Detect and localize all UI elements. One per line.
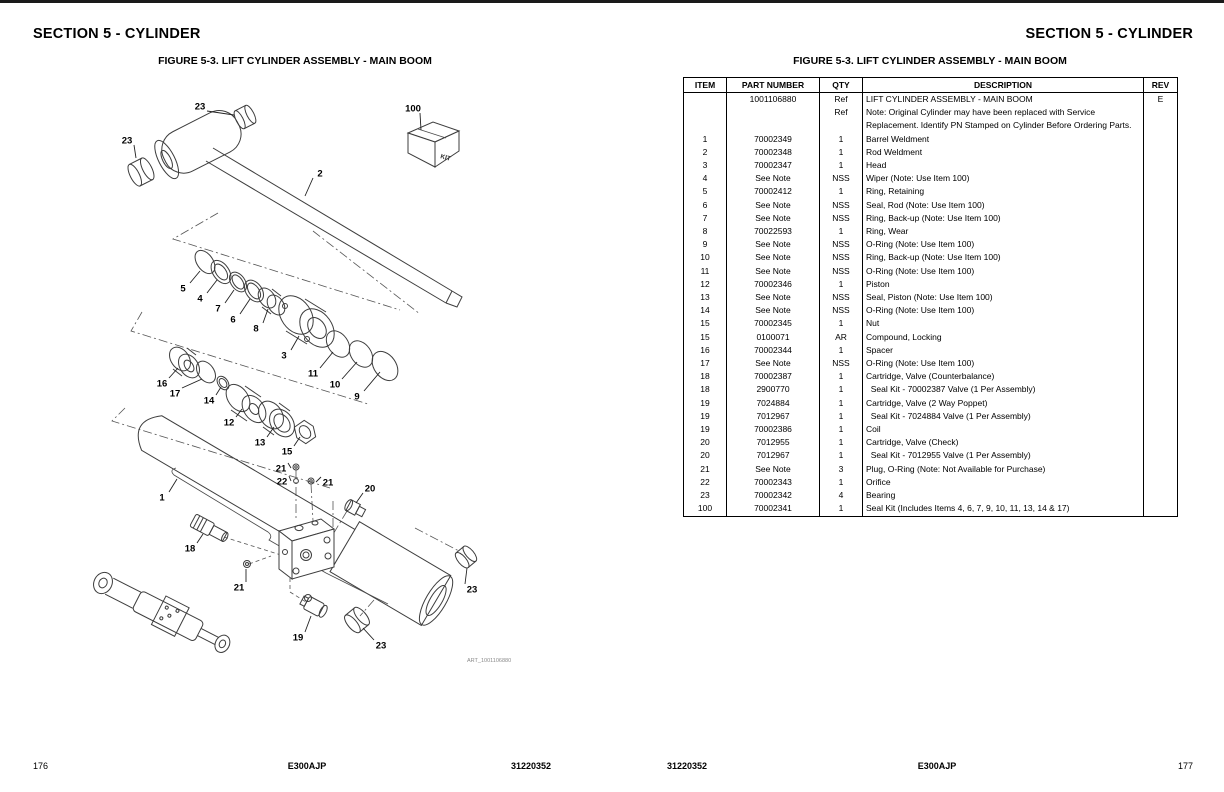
cell-desc: O-Ring (Note: Use Item 100) <box>863 304 1144 317</box>
section-header-right: SECTION 5 - CYLINDER <box>1025 26 1193 42</box>
callout-number: 6 <box>230 314 236 326</box>
callout-number: 11 <box>307 368 319 380</box>
cell-qty: 1 <box>820 370 863 383</box>
cell-item: 11 <box>684 265 727 278</box>
cell-desc: Seal Kit (Includes Items 4, 6, 7, 9, 10, 11, 13, 14 & 17) <box>863 502 1144 516</box>
callout-number: 21 <box>275 463 287 475</box>
table-row <box>684 383 1178 396</box>
cell-rev <box>1144 146 1178 159</box>
cell-rev <box>1144 133 1178 146</box>
cell-qty: 1 <box>820 146 863 159</box>
footer-model-right: E300AJP <box>917 761 957 771</box>
cell-item: 19 <box>684 423 727 436</box>
cell-rev <box>1144 489 1178 502</box>
cell-part: See Note <box>727 238 820 251</box>
callout-leader <box>364 372 380 391</box>
cell-rev <box>1144 159 1178 172</box>
column-header: ITEM <box>684 78 727 93</box>
callout-leader <box>342 362 357 379</box>
fitting-18 <box>190 514 231 544</box>
cell-qty: NSS <box>820 238 863 251</box>
callout-number: 10 <box>329 379 341 391</box>
callout-number: 5 <box>180 283 186 295</box>
callout-leader <box>225 290 234 303</box>
table-row <box>684 489 1178 502</box>
cell-qty: Ref <box>820 93 863 107</box>
table-row <box>684 185 1178 198</box>
table-row <box>684 291 1178 304</box>
cell-qty: 1 <box>820 133 863 146</box>
column-header: PART NUMBER <box>727 78 820 93</box>
seal-kit-box <box>408 122 459 167</box>
callout-leader <box>291 336 299 350</box>
cell-desc: Coil <box>863 423 1144 436</box>
cell-qty: 1 <box>820 397 863 410</box>
cell-desc: Cartridge, Valve (2 Way Poppet) <box>863 397 1144 410</box>
cell-item: 15 <box>684 317 727 330</box>
cell-desc: O-Ring (Note: Use Item 100) <box>863 265 1144 278</box>
cell-rev <box>1144 265 1178 278</box>
rod-seal-stack <box>191 247 403 386</box>
callout-leader <box>288 463 291 468</box>
cell-qty: 1 <box>820 185 863 198</box>
table-row <box>684 502 1178 516</box>
callout-number: 12 <box>223 417 235 429</box>
cell-item: 1 <box>684 133 727 146</box>
cell-item: 5 <box>684 185 727 198</box>
callout-number: 16 <box>156 378 168 390</box>
cell-rev <box>1144 370 1178 383</box>
cell-part: 1001106880 <box>727 93 820 107</box>
table-row <box>684 463 1178 476</box>
cell-part: See Note <box>727 172 820 185</box>
cell-desc: Barrel Weldment <box>863 133 1144 146</box>
callout-leader <box>207 280 217 293</box>
cell-desc: Seal Kit - 70002387 Valve (1 Per Assembly) <box>863 383 1144 396</box>
table-row <box>684 410 1178 423</box>
cell-item <box>684 93 727 107</box>
callout-number: 23 <box>121 135 133 147</box>
cell-part: 70002349 <box>727 133 820 146</box>
cell-item: 10 <box>684 251 727 264</box>
cell-item: 18 <box>684 370 727 383</box>
cell-rev <box>1144 278 1178 291</box>
cell-rev <box>1144 476 1178 489</box>
cell-part: 7012955 <box>727 436 820 449</box>
cell-desc: Seal, Rod (Note: Use Item 100) <box>863 199 1144 212</box>
callout-number: 22 <box>276 476 288 488</box>
callout-number: 17 <box>169 388 181 400</box>
assembled-cylinder-view <box>88 564 236 661</box>
cell-part: See Note <box>727 199 820 212</box>
cell-rev <box>1144 238 1178 251</box>
parts-table-body <box>684 93 1178 517</box>
cell-desc: Orifice <box>863 476 1144 489</box>
cell-rev <box>1144 463 1178 476</box>
cell-rev <box>1144 304 1178 317</box>
cell-desc: Note: Original Cylinder may have been replaced with Service Replacement. Identify PN Stamped on Cylinder Before Ordering Parts. <box>863 106 1144 132</box>
cell-desc: Plug, O-Ring (Note: Not Available for Purchase) <box>863 463 1144 476</box>
cell-qty: 1 <box>820 436 863 449</box>
cell-item: 12 <box>684 278 727 291</box>
cell-rev <box>1144 397 1178 410</box>
callout-number: 4 <box>197 293 203 305</box>
cell-rev <box>1144 449 1178 462</box>
table-row <box>684 146 1178 159</box>
cell-item: 14 <box>684 304 727 317</box>
cell-desc: Nut <box>863 317 1144 330</box>
bearing-right <box>453 544 479 570</box>
parts-table-container <box>683 77 1177 517</box>
callout-number: 8 <box>253 323 259 335</box>
cell-item: 22 <box>684 476 727 489</box>
cell-rev <box>1144 199 1178 212</box>
callout-number: 9 <box>354 391 360 403</box>
table-row <box>684 238 1178 251</box>
callout-leader <box>240 299 250 314</box>
table-row <box>684 344 1178 357</box>
cell-item: 7 <box>684 212 727 225</box>
cell-item: 16 <box>684 344 727 357</box>
cell-qty: NSS <box>820 199 863 212</box>
cell-qty: 4 <box>820 489 863 502</box>
cell-qty: 1 <box>820 225 863 238</box>
cell-item: 20 <box>684 436 727 449</box>
cell-qty: AR <box>820 331 863 344</box>
cell-part: 70002386 <box>727 423 820 436</box>
bushing-left <box>125 156 156 188</box>
cell-desc: Ring, Back-up (Note: Use Item 100) <box>863 212 1144 225</box>
cell-desc: Bearing <box>863 489 1144 502</box>
table-row <box>684 331 1178 344</box>
callout-number: 3 <box>281 350 287 362</box>
cell-rev <box>1144 172 1178 185</box>
cell-rev <box>1144 383 1178 396</box>
bushing-top <box>232 104 258 130</box>
cell-rev <box>1144 212 1178 225</box>
callout-leader <box>316 477 321 482</box>
cell-item: 8 <box>684 225 727 238</box>
cell-desc: Compound, Locking <box>863 331 1144 344</box>
cell-part: 7012967 <box>727 449 820 462</box>
table-row <box>684 278 1178 291</box>
cell-rev <box>1144 357 1178 370</box>
callout-leader <box>197 534 203 543</box>
callout-number: 14 <box>203 395 215 407</box>
cell-item: 100 <box>684 502 727 516</box>
section-header-left: SECTION 5 - CYLINDER <box>33 26 201 42</box>
table-header-row <box>684 78 1178 93</box>
cell-qty: 1 <box>820 476 863 489</box>
cell-rev <box>1144 436 1178 449</box>
callout-number: 23 <box>194 101 206 113</box>
cell-rev <box>1144 502 1178 516</box>
cell-desc: Seal Kit - 7012955 Valve (1 Per Assembly) <box>863 449 1144 462</box>
cell-qty: NSS <box>820 172 863 185</box>
cell-qty: 3 <box>820 463 863 476</box>
cell-part: 70022593 <box>727 225 820 238</box>
cell-rev <box>1144 423 1178 436</box>
cell-qty: 1 <box>820 344 863 357</box>
figure-title-right: FIGURE 5-3. LIFT CYLINDER ASSEMBLY - MAIN BOOM <box>793 55 1067 67</box>
cell-desc: Rod Weldment <box>863 146 1144 159</box>
callout-leader <box>356 493 363 503</box>
table-row <box>684 106 1178 132</box>
callout-number: 1 <box>159 492 165 504</box>
table-row <box>684 93 1178 107</box>
cell-desc: Seal, Piston (Note: Use Item 100) <box>863 291 1144 304</box>
callout-leader <box>263 309 268 323</box>
cell-qty: NSS <box>820 357 863 370</box>
cell-part: 70002412 <box>727 185 820 198</box>
callout-leader <box>216 387 221 395</box>
cell-desc: Spacer <box>863 344 1144 357</box>
cell-part: 70002347 <box>727 159 820 172</box>
cell-qty: NSS <box>820 251 863 264</box>
cell-rev <box>1144 331 1178 344</box>
piston-stack <box>165 343 319 446</box>
valve-cartridge-19 <box>299 594 329 619</box>
table-row <box>684 225 1178 238</box>
cell-rev <box>1144 251 1178 264</box>
cell-desc: O-Ring (Note: Use Item 100) <box>863 357 1144 370</box>
table-row <box>684 251 1178 264</box>
valve-cartridge-20 <box>343 498 366 518</box>
table-row <box>684 397 1178 410</box>
table-row <box>684 423 1178 436</box>
art-reference-text: ART_1001106880 <box>467 658 512 664</box>
cell-desc: Head <box>863 159 1144 172</box>
cell-part: 70002346 <box>727 278 820 291</box>
cell-qty: 1 <box>820 410 863 423</box>
cell-rev: E <box>1144 93 1178 107</box>
table-row <box>684 172 1178 185</box>
cell-desc: Cartridge, Valve (Check) <box>863 436 1144 449</box>
cell-qty: 1 <box>820 423 863 436</box>
cell-qty: 1 <box>820 317 863 330</box>
callout-leader <box>182 379 202 388</box>
cell-part: 2900770 <box>727 383 820 396</box>
cell-qty: 1 <box>820 278 863 291</box>
footer-doc-number-left: 31220352 <box>510 761 552 771</box>
cell-part: See Note <box>727 304 820 317</box>
cell-rev <box>1144 185 1178 198</box>
cell-rev <box>1144 291 1178 304</box>
table-row <box>684 476 1178 489</box>
cell-desc: Wiper (Note: Use Item 100) <box>863 172 1144 185</box>
footer-model-left: E300AJP <box>287 761 327 771</box>
cell-part: 70002387 <box>727 370 820 383</box>
table-row <box>684 199 1178 212</box>
callout-leader <box>363 628 374 640</box>
cell-item: 17 <box>684 357 727 370</box>
callout-leader <box>465 568 467 584</box>
cell-item: 9 <box>684 238 727 251</box>
callout-leader <box>320 352 333 368</box>
callout-number: 21 <box>233 582 245 594</box>
cell-part: 70002342 <box>727 489 820 502</box>
callout-number: 23 <box>375 640 387 652</box>
cell-part: 0100071 <box>727 331 820 344</box>
cell-part: See Note <box>727 463 820 476</box>
cell-item: 19 <box>684 410 727 423</box>
cell-desc: Ring, Back-up (Note: Use Item 100) <box>863 251 1144 264</box>
cell-item: 19 <box>684 397 727 410</box>
table-row <box>684 304 1178 317</box>
cell-item: 4 <box>684 172 727 185</box>
cell-part: 70002344 <box>727 344 820 357</box>
cell-qty: NSS <box>820 265 863 278</box>
cell-item: 23 <box>684 489 727 502</box>
callout-leader <box>305 616 311 632</box>
cell-item: 6 <box>684 199 727 212</box>
table-row <box>684 357 1178 370</box>
footer-doc-number-right: 31220352 <box>666 761 708 771</box>
cell-desc: Ring, Retaining <box>863 185 1144 198</box>
cell-qty: Ref <box>820 106 863 132</box>
footer-page-number-right: 177 <box>1177 761 1193 771</box>
callout-number: 18 <box>184 543 196 555</box>
table-row <box>684 436 1178 449</box>
callout-number: 19 <box>292 632 304 644</box>
callout-leader <box>305 178 313 196</box>
footer-page-number-left: 176 <box>33 761 49 771</box>
cell-qty: NSS <box>820 291 863 304</box>
column-header: QTY <box>820 78 863 93</box>
cell-part: See Note <box>727 291 820 304</box>
cell-qty: 1 <box>820 383 863 396</box>
callout-number: 100 <box>405 103 421 115</box>
cell-qty: 1 <box>820 449 863 462</box>
cell-item: 3 <box>684 159 727 172</box>
cell-item: 18 <box>684 383 727 396</box>
callout-leader <box>134 145 136 158</box>
cell-part: See Note <box>727 265 820 278</box>
callout-number: 20 <box>364 483 376 495</box>
cell-part: 7012967 <box>727 410 820 423</box>
callout-number: 7 <box>215 303 221 315</box>
callout-number: 13 <box>254 437 266 449</box>
cell-qty: NSS <box>820 212 863 225</box>
column-header: DESCRIPTION <box>863 78 1144 93</box>
valve-block <box>279 519 334 579</box>
cell-item: 15 <box>684 331 727 344</box>
cell-qty: NSS <box>820 304 863 317</box>
callout-number: 15 <box>281 446 293 458</box>
cell-item: 13 <box>684 291 727 304</box>
column-header: REV <box>1144 78 1178 93</box>
cell-part: 7024884 <box>727 397 820 410</box>
table-row <box>684 317 1178 330</box>
cell-rev <box>1144 317 1178 330</box>
cell-desc: Cartridge, Valve (Counterbalance) <box>863 370 1144 383</box>
cell-item: 2 <box>684 146 727 159</box>
callout-number: 2 <box>317 168 323 180</box>
cell-part: 70002343 <box>727 476 820 489</box>
cell-rev <box>1144 106 1178 132</box>
cell-part: See Note <box>727 212 820 225</box>
table-row <box>684 265 1178 278</box>
bearing-lower <box>342 605 372 635</box>
cell-desc: O-Ring (Note: Use Item 100) <box>863 238 1144 251</box>
cell-desc: LIFT CYLINDER ASSEMBLY - MAIN BOOM <box>863 93 1144 107</box>
cell-desc: Seal Kit - 7024884 Valve (1 Per Assembly) <box>863 410 1144 423</box>
callout-leader <box>169 479 177 492</box>
cell-rev <box>1144 225 1178 238</box>
cell-part: See Note <box>727 357 820 370</box>
cell-part: 70002345 <box>727 317 820 330</box>
cell-part: 70002341 <box>727 502 820 516</box>
table-row <box>684 449 1178 462</box>
cell-part <box>727 106 820 132</box>
callout-leader <box>190 271 200 283</box>
cell-item: 20 <box>684 449 727 462</box>
callout-number: 21 <box>322 477 334 489</box>
callout-number: 23 <box>466 584 478 596</box>
cell-desc: Ring, Wear <box>863 225 1144 238</box>
table-row <box>684 212 1178 225</box>
cell-item: 21 <box>684 463 727 476</box>
cell-part: 70002348 <box>727 146 820 159</box>
kit-box-label: KIT <box>439 153 452 163</box>
cell-qty: 1 <box>820 159 863 172</box>
cell-part: See Note <box>727 251 820 264</box>
figure-title-left: FIGURE 5-3. LIFT CYLINDER ASSEMBLY - MAIN BOOM <box>158 55 432 67</box>
table-row <box>684 370 1178 383</box>
barrel-weldment <box>126 401 460 630</box>
cell-rev <box>1144 410 1178 423</box>
cell-qty: 1 <box>820 502 863 516</box>
table-row <box>684 159 1178 172</box>
table-row <box>684 133 1178 146</box>
callout-leader <box>289 476 291 481</box>
cell-item <box>684 106 727 132</box>
cell-rev <box>1144 344 1178 357</box>
parts-table <box>683 77 1178 517</box>
cell-desc: Piston <box>863 278 1144 291</box>
